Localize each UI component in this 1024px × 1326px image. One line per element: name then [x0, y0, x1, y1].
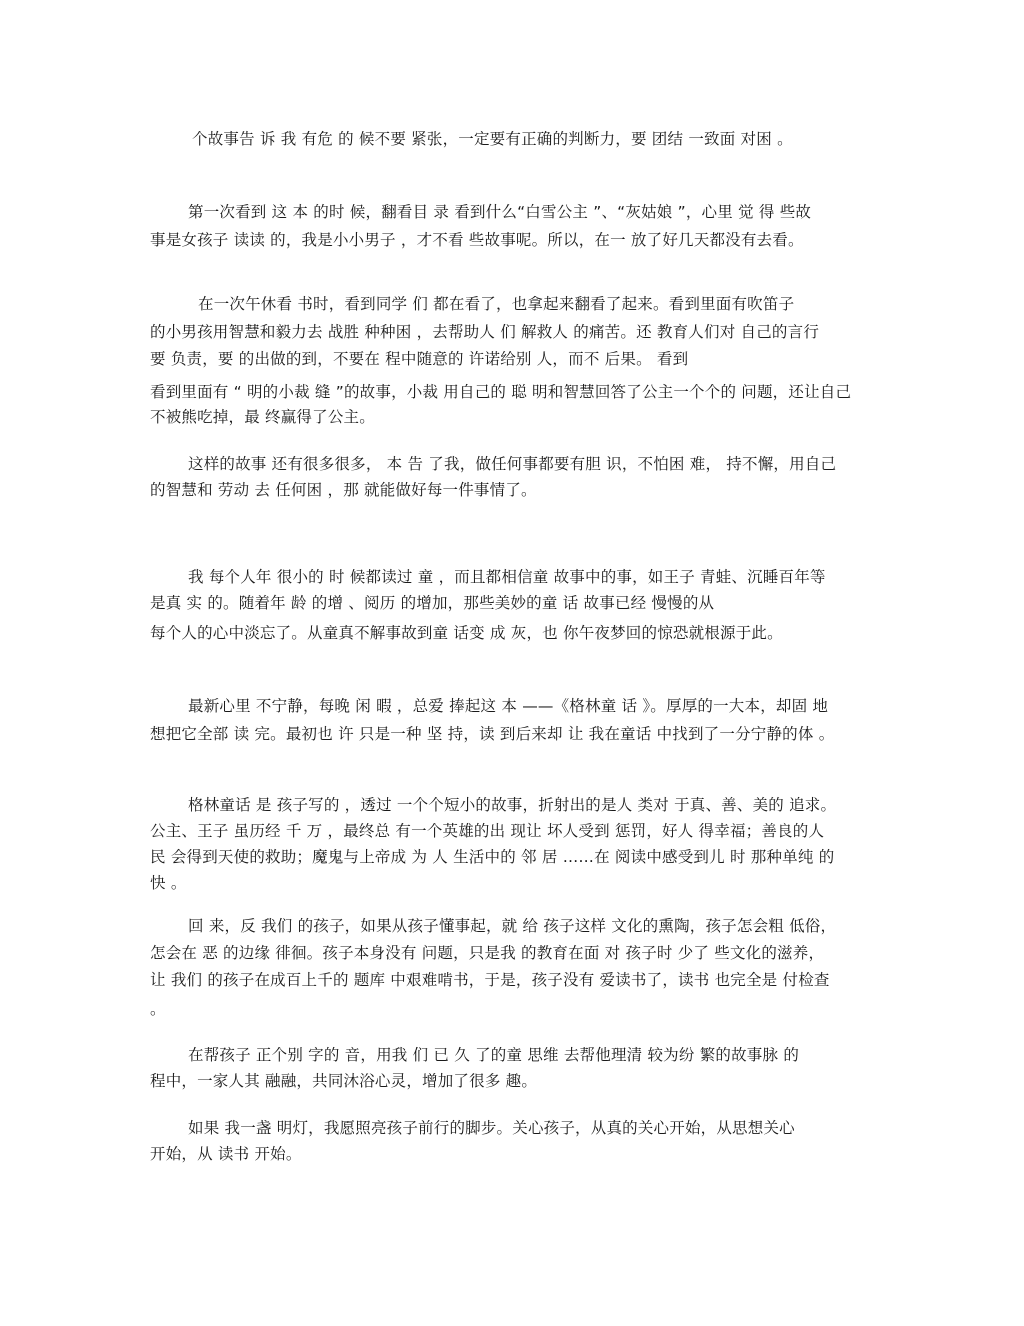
text-line: 的智慧和 劳动 去 任何困 ，那 就能做好每一件事情了。: [150, 481, 537, 499]
text-line: 在帮孩子 正个别 字的 音，用我 们 已 久 了的童 思维 去帮他理清 较为纷 繁的故事脉 的: [188, 1046, 800, 1064]
text-line: 每个人的心中淡忘了。从童真不解事故到童 话变 成 灰，也 你午夜梦回的惊恐就根源于此。: [150, 624, 783, 642]
text-line: 民 会得到天使的救助；魔鬼与上帝成 为 人 生活中的 邻 居 ……在 阅读中感受到儿 时 那种单纯 的: [150, 848, 835, 866]
text-line: 格林童话 是 孩子写的 ，透过 一个个短小的故事，折射出的是人 类对 于真、善、美的 追求。: [188, 796, 837, 814]
text-line: 是真 实 的。随着年 龄 的增 、阅历 的增加，那些美妙的童 话 故事已经 慢慢的从: [150, 594, 715, 612]
text-line: 程中，一家人其 融融，共同沐浴心灵，增加了很多 趣。: [150, 1072, 538, 1090]
text-line: 怎会在 恶 的边缘 徘徊。孩子本身没有 问题，只是我 的教育在面 对 孩子时 少了 些文化的滋养，: [150, 944, 825, 962]
text-line: 公主、王子 虽历经 千 万 ，最终总 有一个英雄的出 现让 坏人受到 惩罚，好人 得幸福；善良的人: [150, 822, 825, 840]
text-line: 不被熊吃掉，最 终赢得了公主。: [150, 408, 375, 426]
text-line: 事是女孩子 读读 的，我是小小男子 ，才不看 些故事呢。所以，在一 放了好几天都没有去看。: [150, 231, 804, 249]
text-line: 要 负责，要 的出做的到，不要在 程中随意的 许诺给别 人，而不 后果。 看到: [150, 350, 689, 368]
text-line: 快 。: [150, 874, 187, 892]
text-line: 看到里面有 “ 明的小裁 缝 ”的故事，小裁 用自己的 聪 明和智慧回答了公主一个个的 问题，还让自己: [150, 383, 852, 401]
text-line: 想把它全部 读 完。最初也 许 只是一种 坚 持，读 到后来却 让 我在童话 中找到了一分宁静的体 。: [150, 725, 835, 743]
text-line: 让 我们 的孩子在成百上千的 题库 中艰难啃书，于是，孩子没有 爱读书了，读书 也完全是 付检查: [150, 971, 830, 989]
text-line: 这样的故事 还有很多很多， 本 告 了我，做任何事都要有胆 识，不怕困 难， 持不懈，用自己: [188, 455, 837, 473]
text-line: 在一次午休看 书时，看到同学 们 都在看了，也拿起来翻看了起来。看到里面有吹笛子: [198, 295, 795, 313]
text-line: 第一次看到 这 本 的时 候，翻看目 录 看到什么“白雪公主 ”、“灰姑娘 ”，心里 觉 得 些故: [188, 203, 812, 221]
text-line: 回 来，反 我们 的孩子，如果从孩子懂事起，就 给 孩子这样 文化的熏陶，孩子怎会粗 低俗，: [188, 917, 837, 935]
text-line: 开始，从 读书 开始。: [150, 1145, 302, 1163]
text-line: 我 每个人年 很小的 时 候都读过 童 ，而且都相信童 故事中的事，如王子 青蛙、沉睡百年等: [188, 568, 826, 586]
text-line: 最新心里 不宁静，每晚 闲 暇 ，总爱 捧起这 本 ——《格林童 话 》。厚厚的一大本，却固 地: [188, 697, 829, 715]
text-line: 个故事告 诉 我 有危 的 候不要 紧张，一定要有正确的判断力，要 团结 一致面 对困 。: [192, 130, 793, 148]
text-line: 如果 我一盏 明灯，我愿照亮孩子前行的脚步。关心孩子，从真的关心开始，从思想关心: [188, 1119, 795, 1137]
text-line: 。: [150, 1000, 166, 1018]
text-line: 的小男孩用智慧和毅力去 战胜 种种困 ，去帮助人 们 解救人 的痛苦。还 教育人们对 自己的言行: [150, 323, 820, 341]
